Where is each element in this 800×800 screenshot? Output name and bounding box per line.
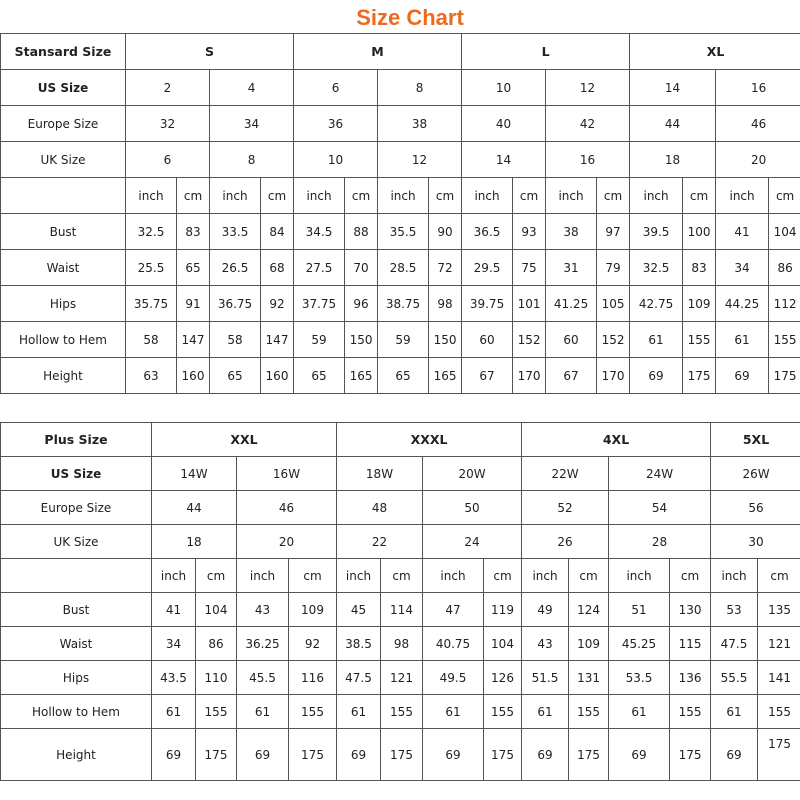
measure-cm-cell: 92 [261,286,294,322]
unit-cm: cm [569,559,609,593]
measure-cm-cell: 101 [513,286,546,322]
measure-inch-cell: 69 [152,729,196,781]
measure-inch-cell: 58 [126,322,177,358]
europe-size-cell: 38 [378,106,462,142]
measure-inch-cell: 61 [237,695,289,729]
europe-size-label: Europe Size [1,491,152,525]
europe-size-cell: 42 [546,106,630,142]
measure-inch-cell: 34 [152,627,196,661]
measure-row-height [1,358,800,394]
measure-inch-cell: 35.75 [126,286,177,322]
size-group-4xl: 4XL [522,423,711,457]
measure-inch-cell: 38 [546,214,597,250]
measure-inch-cell: 41 [152,593,196,627]
measure-row-hollow-to-hem [1,695,800,729]
uk-size-cell: 14 [462,142,546,178]
measure-inch-cell: 49.5 [423,661,484,695]
europe-size-cell: 40 [462,106,546,142]
measure-cm-cell: 150 [345,322,378,358]
measure-cm-cell: 119 [484,593,522,627]
size-group-s: S [126,34,294,70]
measure-cm-cell: 96 [345,286,378,322]
measure-inch-cell: 69 [609,729,670,781]
measure-inch-cell: 44.25 [716,286,769,322]
measure-inch-cell: 26.5 [210,250,261,286]
measure-inch-cell: 36.75 [210,286,261,322]
size-group-m: M [294,34,462,70]
measure-row-hollow-to-hem [1,322,800,358]
plus-uk-row [1,525,800,559]
us-size-cell: 12 [546,70,630,106]
measure-cm-cell: 98 [429,286,462,322]
measure-inch-cell: 58 [210,322,261,358]
measure-cm-cell: 155 [484,695,522,729]
unit-inch: inch [237,559,289,593]
measure-inch-cell: 45.5 [237,661,289,695]
measure-inch-cell: 31 [546,250,597,286]
unit-cm: cm [196,559,237,593]
measure-label: Bust [1,593,152,627]
unit-inch: inch [210,178,261,214]
measure-inch-cell: 60 [462,322,513,358]
measure-inch-cell: 55.5 [711,661,758,695]
unit-inch: inch [378,178,429,214]
measure-row-waist [1,250,800,286]
measure-cm-cell: 104 [484,627,522,661]
plus-size-label: Plus Size [1,423,152,457]
europe-size-cell: 36 [294,106,378,142]
measure-inch-cell: 32.5 [630,250,683,286]
measure-inch-cell: 65 [294,358,345,394]
measure-cm-cell: 104 [196,593,237,627]
measure-inch-cell: 47.5 [337,661,381,695]
unit-cm: cm [769,178,800,214]
measure-cm-cell: 155 [196,695,237,729]
us-size-cell: 10 [462,70,546,106]
measure-cm-cell: 155 [670,695,711,729]
measure-cm-cell: 155 [769,322,800,358]
us-size-cell: 24W [609,457,711,491]
measure-inch-cell: 69 [522,729,569,781]
measure-cm-cell: 175 [683,358,716,394]
uk-size-cell: 12 [378,142,462,178]
measure-cm-cell: 175 [289,729,337,781]
measure-cm-cell: 147 [261,322,294,358]
measure-cm-cell: 150 [429,322,462,358]
measure-cm-cell: 155 [381,695,423,729]
us-size-cell: 2 [126,70,210,106]
plus-us-row [1,457,800,491]
measure-inch-cell: 41 [716,214,769,250]
measure-cm-cell: 114 [381,593,423,627]
uk-size-cell: 8 [210,142,294,178]
measure-cm-cell: 136 [670,661,711,695]
measure-inch-cell: 47 [423,593,484,627]
measure-inch-cell: 45 [337,593,381,627]
us-size-cell: 4 [210,70,294,106]
measure-label: Hollow to Hem [1,322,126,358]
measure-label: Waist [1,627,152,661]
measure-inch-cell: 61 [522,695,569,729]
standard-europe-row [1,106,800,142]
plus-europe-row [1,491,800,525]
uk-size-cell: 22 [337,525,423,559]
measure-inch-cell: 25.5 [126,250,177,286]
measure-inch-cell: 53.5 [609,661,670,695]
europe-size-cell: 44 [152,491,237,525]
measure-cm-cell: 141 [758,661,800,695]
measure-cm-cell: 115 [670,627,711,661]
europe-size-cell: 32 [126,106,210,142]
unit-cm: cm [484,559,522,593]
measure-row-hips [1,661,800,695]
unit-inch: inch [423,559,484,593]
measure-cm-cell: 109 [289,593,337,627]
measure-cm-cell: 90 [429,214,462,250]
unit-cm: cm [289,559,337,593]
measure-inch-cell: 38.75 [378,286,429,322]
size-group-xl: XL [630,34,800,70]
unit-row-label [1,178,126,214]
uk-size-cell: 28 [609,525,711,559]
unit-inch: inch [294,178,345,214]
measure-cm-cell: 175 [484,729,522,781]
measure-inch-cell: 42.75 [630,286,683,322]
us-size-cell: 16W [237,457,337,491]
measure-inch-cell: 51.5 [522,661,569,695]
europe-size-cell: 48 [337,491,423,525]
measure-cm-cell: 155 [683,322,716,358]
measure-cm-cell: 116 [289,661,337,695]
measure-cm-cell: 109 [569,627,609,661]
measure-cm-cell: 155 [758,695,800,729]
measure-inch-cell: 53 [711,593,758,627]
plus-unit-row [1,559,800,593]
unit-cm: cm [597,178,630,214]
uk-size-cell: 18 [152,525,237,559]
measure-inch-cell: 69 [630,358,683,394]
measure-inch-cell: 61 [337,695,381,729]
measure-row-hips [1,286,800,322]
unit-inch: inch [711,559,758,593]
measure-cm-cell: 131 [569,661,609,695]
uk-size-cell: 10 [294,142,378,178]
unit-inch: inch [609,559,670,593]
measure-inch-cell: 67 [546,358,597,394]
measure-cm-cell: 155 [569,695,609,729]
measure-cm-cell: 100 [683,214,716,250]
measure-row-height [1,729,800,781]
measure-inch-cell: 59 [294,322,345,358]
measure-cm-cell: 88 [345,214,378,250]
europe-size-label: Europe Size [1,106,126,142]
europe-size-cell: 50 [423,491,522,525]
measure-cm-cell: 68 [261,250,294,286]
standard-size-table [0,33,800,394]
europe-size-cell: 52 [522,491,609,525]
europe-size-cell: 56 [711,491,800,525]
uk-size-cell: 6 [126,142,210,178]
measure-inch-cell: 34.5 [294,214,345,250]
unit-cm: cm [758,559,800,593]
us-size-cell: 8 [378,70,462,106]
europe-size-cell: 46 [716,106,800,142]
measure-cm-cell: 72 [429,250,462,286]
measure-cm-cell: 135 [758,593,800,627]
size-group-xxxl: XXXL [337,423,522,457]
measure-inch-cell: 28.5 [378,250,429,286]
measure-label: Hips [1,286,126,322]
measure-inch-cell: 65 [378,358,429,394]
measure-inch-cell: 29.5 [462,250,513,286]
unit-inch: inch [630,178,683,214]
measure-inch-cell: 69 [237,729,289,781]
measure-cm-cell: 175 [381,729,423,781]
measure-row-bust [1,214,800,250]
uk-size-cell: 20 [237,525,337,559]
us-size-cell: 14 [630,70,716,106]
measure-cm-cell: 152 [597,322,630,358]
plus-header-row [1,423,800,457]
unit-cm: cm [429,178,462,214]
measure-cm-cell: 130 [670,593,711,627]
unit-inch: inch [462,178,513,214]
measure-inch-cell: 61 [423,695,484,729]
measure-inch-cell: 40.75 [423,627,484,661]
measure-cm-cell: 126 [484,661,522,695]
measure-inch-cell: 32.5 [126,214,177,250]
size-group-l: L [462,34,630,70]
measure-cm-cell: 86 [769,250,800,286]
uk-size-cell: 20 [716,142,800,178]
measure-inch-cell: 69 [716,358,769,394]
measure-label: Hips [1,661,152,695]
measure-cm-cell: 92 [289,627,337,661]
europe-size-cell: 46 [237,491,337,525]
measure-label: Bust [1,214,126,250]
unit-cm: cm [261,178,294,214]
unit-cm: cm [513,178,546,214]
measure-inch-cell: 61 [711,695,758,729]
measure-inch-cell: 45.25 [609,627,670,661]
measure-cm-cell: 165 [429,358,462,394]
measure-inch-cell: 67 [462,358,513,394]
us-size-label: US Size [1,457,152,491]
measure-inch-cell: 37.75 [294,286,345,322]
measure-cm-cell: 175 [769,358,800,394]
unit-row-label [1,559,152,593]
unit-cm: cm [381,559,423,593]
measure-inch-cell: 39.75 [462,286,513,322]
us-size-cell: 26W [711,457,800,491]
measure-cm-cell: 165 [345,358,378,394]
measure-cm-cell: 83 [683,250,716,286]
measure-cm-cell: 91 [177,286,210,322]
measure-row-waist [1,627,800,661]
standard-size-label: Stansard Size [1,34,126,70]
measure-cm-cell: 109 [683,286,716,322]
measure-inch-cell: 61 [609,695,670,729]
measure-cm-cell: 83 [177,214,210,250]
unit-inch: inch [546,178,597,214]
uk-size-cell: 16 [546,142,630,178]
measure-label: Height [1,729,152,781]
unit-cm: cm [177,178,210,214]
standard-header-row [1,34,800,70]
standard-unit-row [1,178,800,214]
measure-cm-cell: 155 [289,695,337,729]
measure-cm-cell: 170 [513,358,546,394]
measure-inch-cell: 61 [152,695,196,729]
measure-cm-cell: 86 [196,627,237,661]
standard-us-row [1,70,800,106]
measure-cm-cell: 79 [597,250,630,286]
us-size-cell: 14W [152,457,237,491]
measure-cm-cell: 65 [177,250,210,286]
unit-inch: inch [152,559,196,593]
europe-size-cell: 34 [210,106,294,142]
europe-size-cell: 54 [609,491,711,525]
measure-inch-cell: 27.5 [294,250,345,286]
measure-inch-cell: 69 [337,729,381,781]
measure-inch-cell: 59 [378,322,429,358]
measure-cm-cell: 175 [670,729,711,781]
measure-cm-cell: 84 [261,214,294,250]
measure-inch-cell: 65 [210,358,261,394]
measure-inch-cell: 69 [711,729,758,781]
measure-label: Height [1,358,126,394]
uk-size-label: UK Size [1,142,126,178]
measure-cm-cell: 70 [345,250,378,286]
measure-cm-cell: 121 [381,661,423,695]
measure-inch-cell: 43 [522,627,569,661]
measure-cm-cell: 97 [597,214,630,250]
measure-label: Hollow to Hem [1,695,152,729]
measure-cm-cell: 147 [177,322,210,358]
measure-cm-cell: 104 [769,214,800,250]
unit-cm: cm [345,178,378,214]
uk-size-cell: 30 [711,525,800,559]
measure-inch-cell: 61 [716,322,769,358]
size-group-5xl: 5XL [711,423,800,457]
uk-size-cell: 18 [630,142,716,178]
measure-cm-cell: 160 [261,358,294,394]
measure-inch-cell: 63 [126,358,177,394]
uk-size-cell: 26 [522,525,609,559]
standard-uk-row [1,142,800,178]
europe-size-cell: 44 [630,106,716,142]
us-size-cell: 18W [337,457,423,491]
unit-inch: inch [337,559,381,593]
measure-cm-cell: 175 [196,729,237,781]
plus-size-table [0,422,800,781]
measure-row-bust [1,593,800,627]
measure-cm-cell: 124 [569,593,609,627]
measure-inch-cell: 41.25 [546,286,597,322]
page-title: Size Chart [356,5,464,30]
measure-inch-cell: 47.5 [711,627,758,661]
measure-inch-cell: 34 [716,250,769,286]
us-size-cell: 16 [716,70,800,106]
unit-inch: inch [522,559,569,593]
measure-inch-cell: 36.25 [237,627,289,661]
uk-size-cell: 24 [423,525,522,559]
measure-inch-cell: 69 [423,729,484,781]
measure-cm-cell: 121 [758,627,800,661]
measure-cm-cell: 170 [597,358,630,394]
us-size-label: US Size [1,70,126,106]
us-size-cell: 20W [423,457,522,491]
uk-size-label: UK Size [1,525,152,559]
unit-inch: inch [126,178,177,214]
measure-cm-cell: 175 [569,729,609,781]
measure-inch-cell: 60 [546,322,597,358]
measure-cm-cell: 93 [513,214,546,250]
measure-cm-cell: 105 [597,286,630,322]
unit-cm: cm [670,559,711,593]
measure-inch-cell: 49 [522,593,569,627]
measure-cm-cell: 160 [177,358,210,394]
measure-cm-cell: 110 [196,661,237,695]
measure-inch-cell: 36.5 [462,214,513,250]
measure-inch-cell: 35.5 [378,214,429,250]
measure-inch-cell: 33.5 [210,214,261,250]
measure-label: Waist [1,250,126,286]
measure-inch-cell: 38.5 [337,627,381,661]
measure-cm-cell: 175 [758,729,800,781]
measure-cm-cell: 152 [513,322,546,358]
us-size-cell: 22W [522,457,609,491]
measure-inch-cell: 39.5 [630,214,683,250]
measure-inch-cell: 43 [237,593,289,627]
measure-inch-cell: 61 [630,322,683,358]
unit-cm: cm [683,178,716,214]
measure-cm-cell: 75 [513,250,546,286]
measure-inch-cell: 51 [609,593,670,627]
size-group-xxl: XXL [152,423,337,457]
measure-inch-cell: 43.5 [152,661,196,695]
us-size-cell: 6 [294,70,378,106]
measure-cm-cell: 112 [769,286,800,322]
measure-cm-cell: 98 [381,627,423,661]
unit-inch: inch [716,178,769,214]
